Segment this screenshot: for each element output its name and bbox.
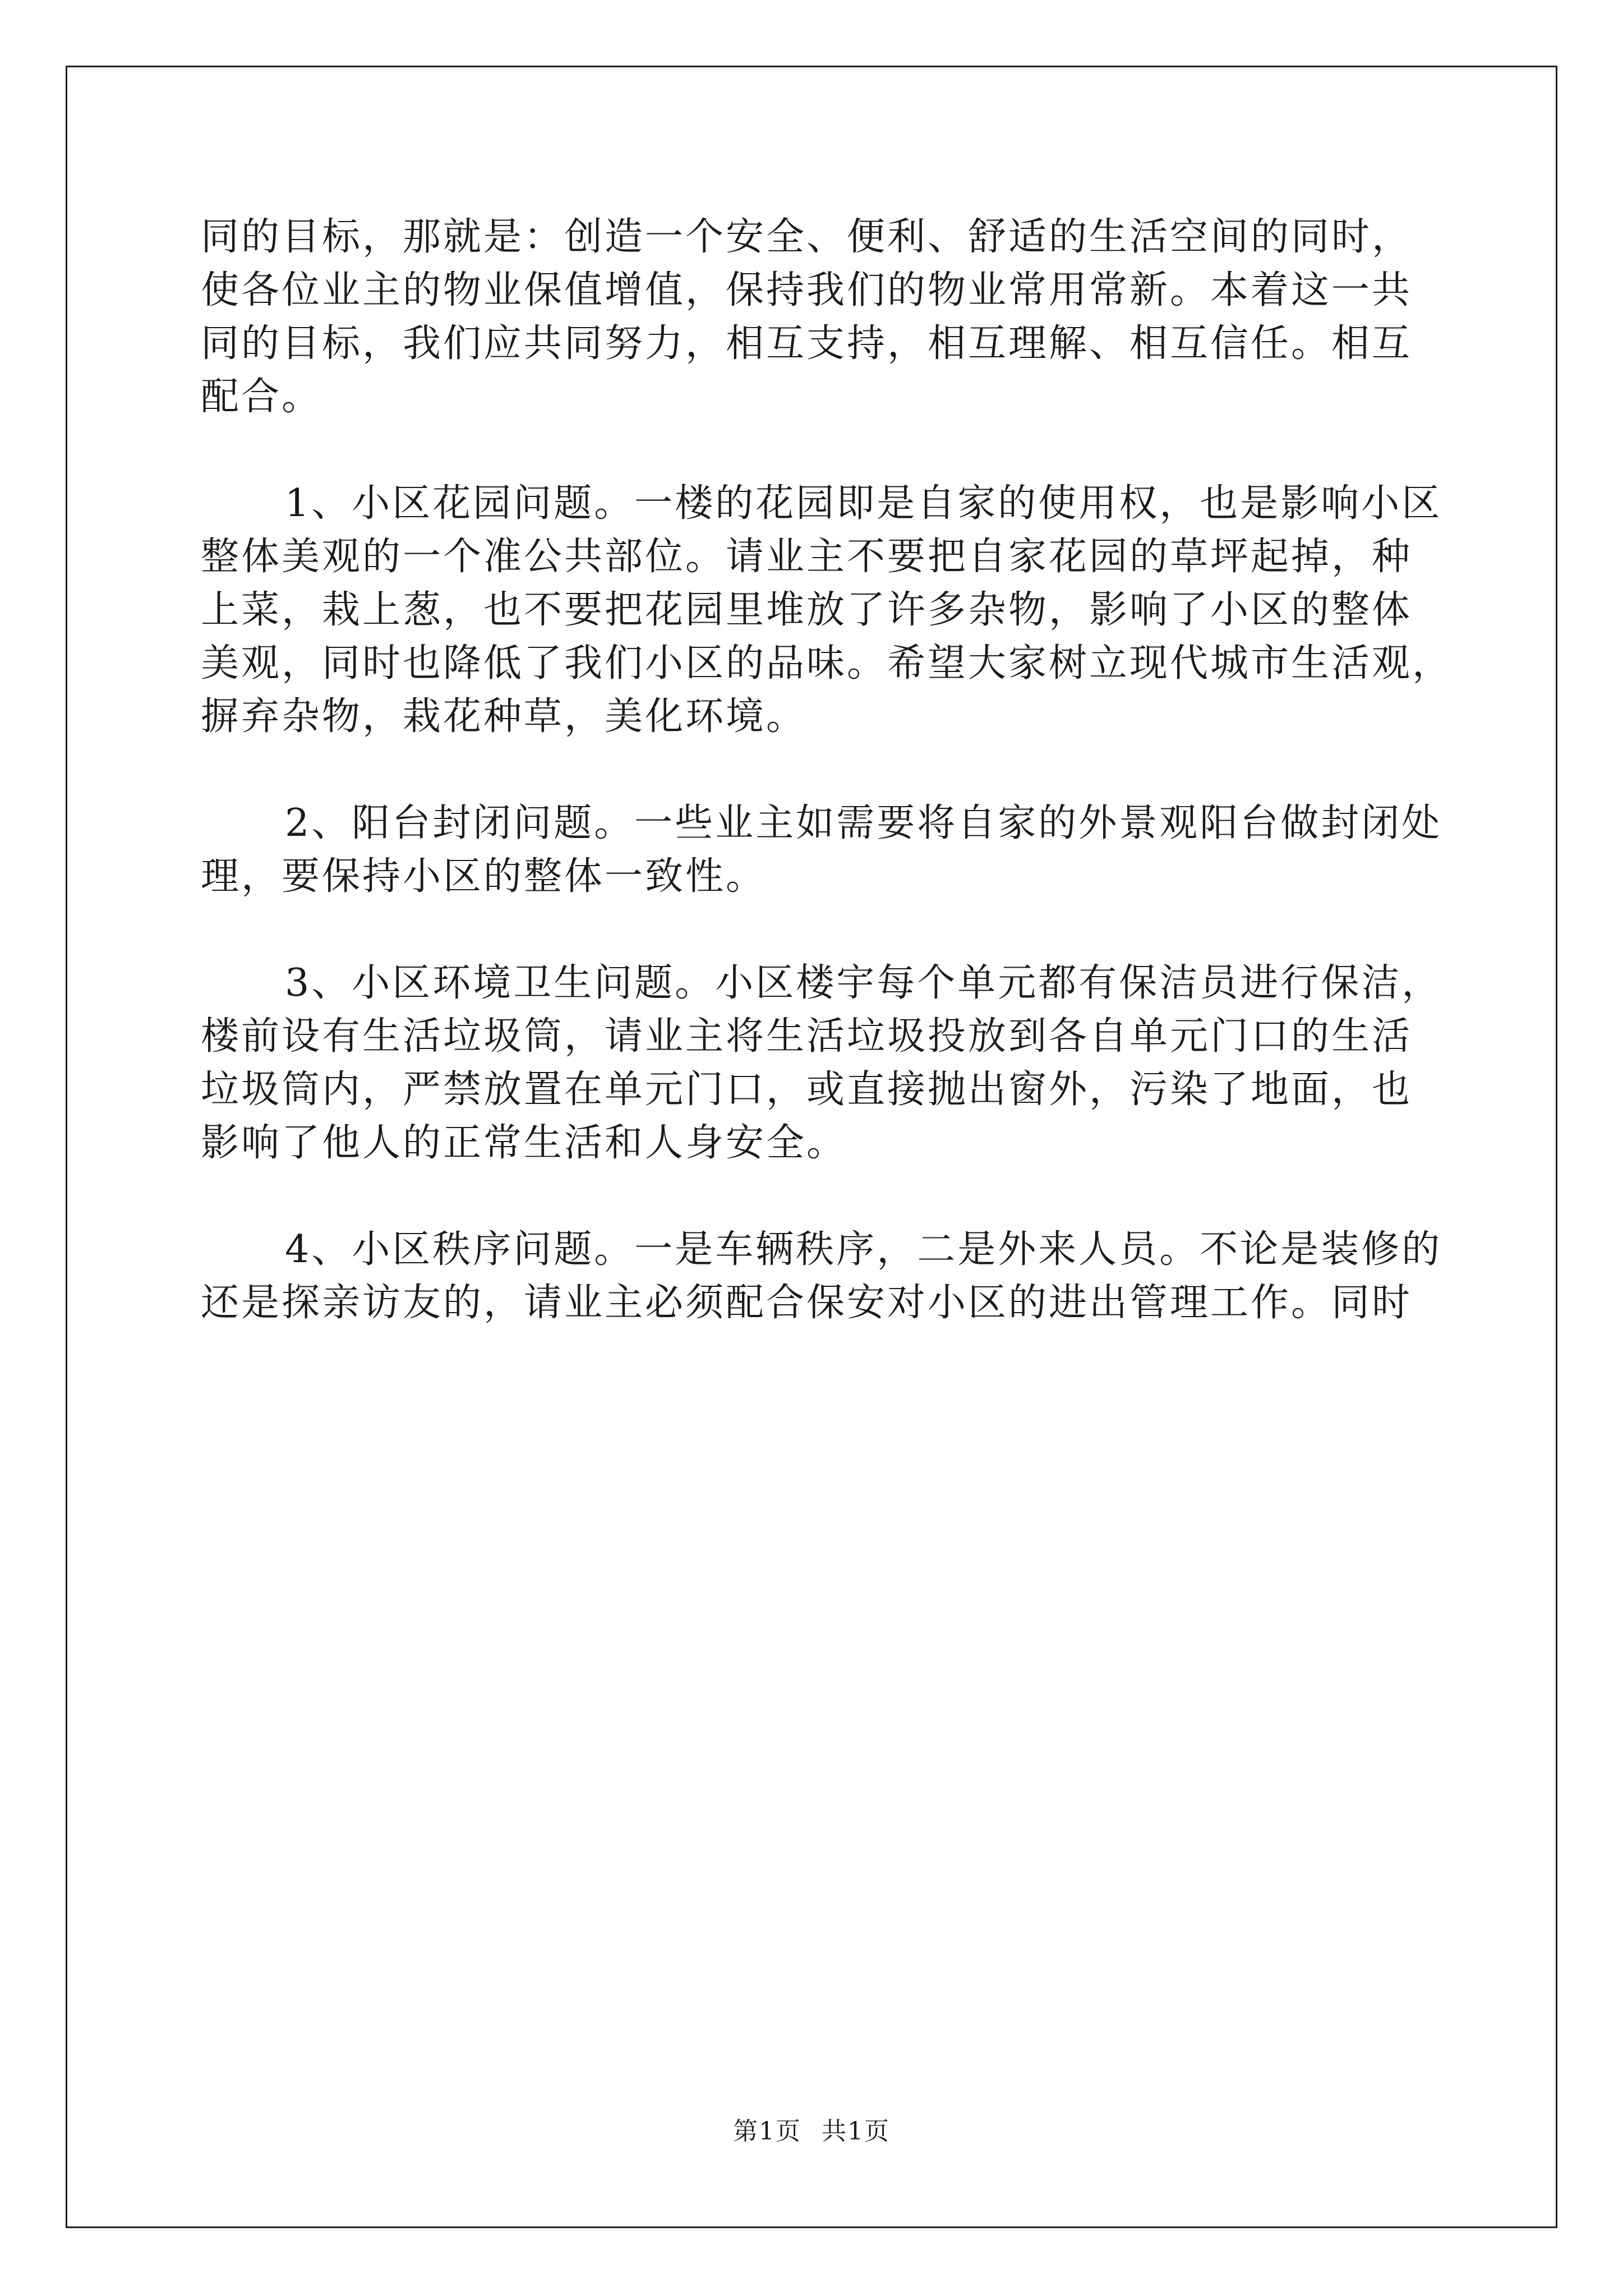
text-line: 使各位业主的物业保值增值，保持我们的物业常用常新。本着这一共 [201, 268, 1413, 312]
text-line: 影响了他人的正常生活和人身安全。 [201, 1121, 847, 1165]
text-line: 1、小区花园问题。一楼的花园即是自家的使用权，也是影响小区 [285, 481, 1442, 526]
page-number: 第1页 [733, 2117, 801, 2146]
text-line: 上菜，栽上葱，也不要把花园里堆放了许多杂物，影响了小区的整体 [201, 588, 1413, 632]
text-line: 3、小区环境卫生问题。小区楼宇每个单元都有保洁员进行保洁， [285, 961, 1442, 1005]
paragraph-order [201, 1223, 1442, 1329]
text-line: 楼前设有生活垃圾筒，请业主将生活垃圾投放到各自单元门口的生活 [201, 1014, 1413, 1059]
paragraph-sanitation [201, 956, 1442, 1170]
paragraph-balcony [201, 797, 1442, 903]
document-body [201, 210, 1453, 1329]
page-total: 共1页 [822, 2117, 890, 2146]
text-line: 摒弃杂物，栽花种草，美化环境。 [201, 694, 807, 739]
text-line: 配合。 [201, 375, 322, 419]
text-line: 同的目标，那就是：创造一个安全、便利、舒适的生活空间的同时， [201, 215, 1413, 259]
text-line: 4、小区秩序问题。一是车辆秩序，二是外来人员。不论是装修的 [285, 1227, 1442, 1272]
paragraph-intro [201, 210, 1429, 424]
text-line: 理，要保持小区的整体一致性。 [201, 854, 767, 899]
text-line: 垃圾筒内，严禁放置在单元门口，或直接抛出窗外，污染了地面，也 [201, 1068, 1413, 1112]
page-footer [0, 2115, 1623, 2148]
paragraph-garden [201, 477, 1453, 743]
text-line: 整体美观的一个准公共部位。请业主不要把自家花园的草坪起掉，种 [201, 535, 1413, 579]
text-line: 同的目标，我们应共同努力，相互支持，相互理解、相互信任。相互 [201, 321, 1413, 366]
text-line: 2、阳台封闭问题。一些业主如需要将自家的外景观阳台做封闭处 [285, 801, 1442, 845]
text-line: 美观，同时也降低了我们小区的品味。希望大家树立现代城市生活观， [201, 641, 1453, 685]
text-line: 还是探亲访友的，请业主必须配合保安对小区的进出管理工作。同时 [201, 1281, 1413, 1325]
